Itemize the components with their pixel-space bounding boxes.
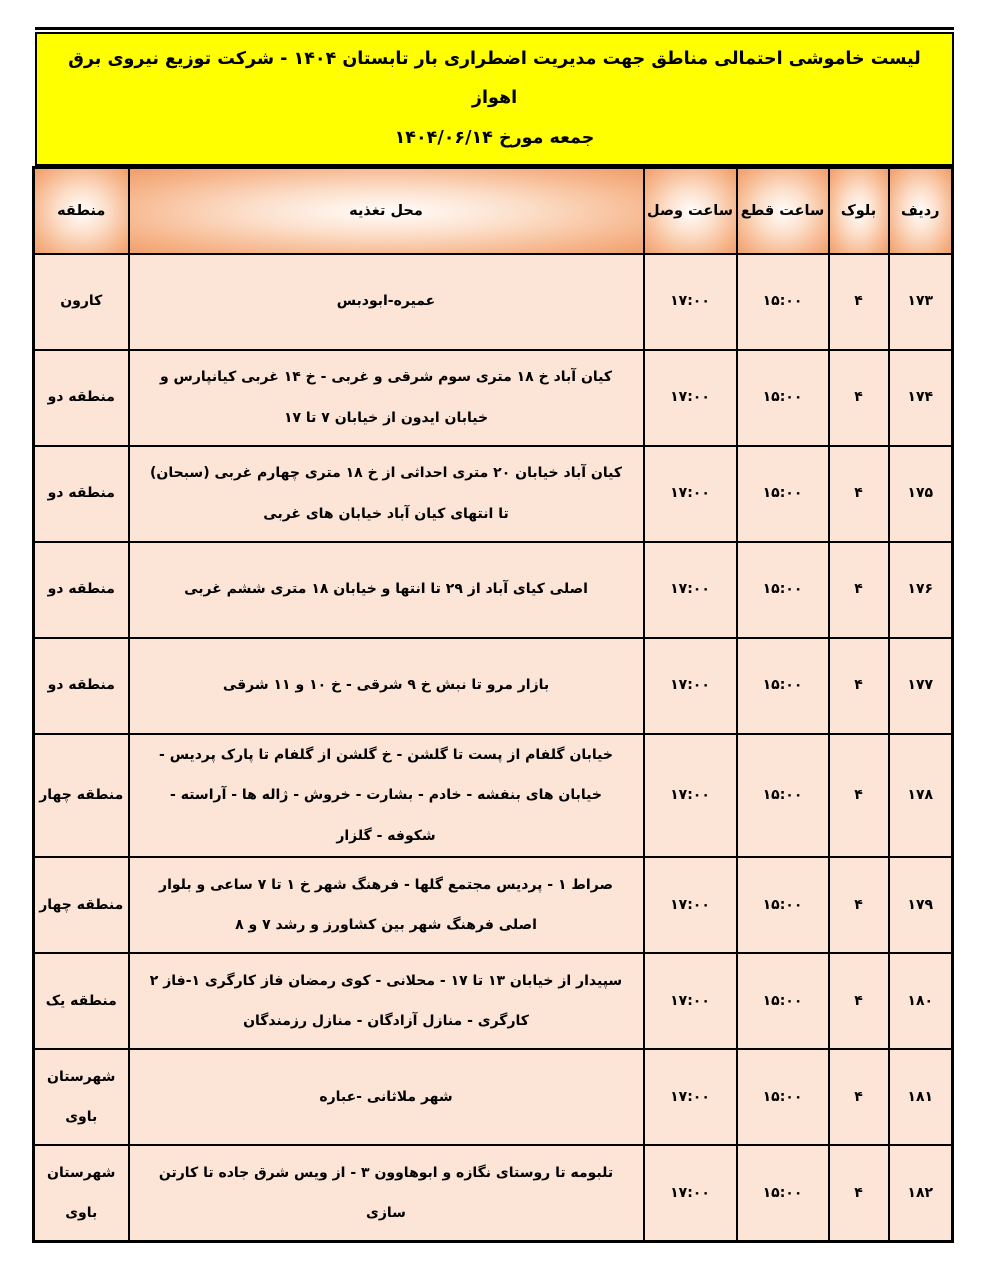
cell-region: شهرستان باوی xyxy=(34,1049,129,1145)
cell-row-number: ۱۷۸ xyxy=(889,734,953,858)
cell-region: منطقه دو xyxy=(34,638,129,734)
cell-block: ۴ xyxy=(829,254,889,350)
cell-region: شهرستان باوی xyxy=(34,1145,129,1241)
cell-reconnect-time: ۱۷:۰۰ xyxy=(644,857,737,953)
table-row xyxy=(34,350,953,446)
cell-row-number: ۱۸۰ xyxy=(889,953,953,1049)
cell-row-number: ۱۷۷ xyxy=(889,638,953,734)
col-header-cut-time: ساعت قطع xyxy=(737,168,829,254)
cell-cut-time: ۱۵:۰۰ xyxy=(737,350,829,446)
cell-feeding-location: تلبومه تا روستای نگازه و ابوهاوون ۳ - از ویس شرق جاده تا کارتن سازی xyxy=(129,1145,644,1241)
cell-reconnect-time: ۱۷:۰۰ xyxy=(644,350,737,446)
cell-reconnect-time: ۱۷:۰۰ xyxy=(644,1049,737,1145)
table-row xyxy=(34,1145,953,1241)
cell-cut-time: ۱۵:۰۰ xyxy=(737,1049,829,1145)
cell-block: ۴ xyxy=(829,542,889,638)
cell-block: ۴ xyxy=(829,857,889,953)
col-header-row-number: ردیف xyxy=(889,168,953,254)
cell-region: منطقه یک xyxy=(34,953,129,1049)
cell-reconnect-time: ۱۷:۰۰ xyxy=(644,638,737,734)
cell-block: ۴ xyxy=(829,953,889,1049)
title-line-2: جمعه مورخ ۱۴۰۴/۰۶/۱۴ xyxy=(394,127,595,148)
table-row xyxy=(34,857,953,953)
col-header-feeding-location: محل تغذیه xyxy=(129,168,644,254)
col-header-reconnect-time: ساعت وصل xyxy=(644,168,737,254)
cell-reconnect-time: ۱۷:۰۰ xyxy=(644,1145,737,1241)
outage-schedule-table xyxy=(32,166,954,1243)
table-row xyxy=(34,638,953,734)
cell-cut-time: ۱۵:۰۰ xyxy=(737,446,829,542)
cell-row-number: ۱۷۵ xyxy=(889,446,953,542)
cell-feeding-location: کیان آباد خ ۱۸ متری سوم شرقی و غربی - خ ۱۴ غربی کیانپارس و خیابان ایدون از خیابان ۷ تا ۱۷ xyxy=(129,350,644,446)
cell-cut-time: ۱۵:۰۰ xyxy=(737,953,829,1049)
cell-reconnect-time: ۱۷:۰۰ xyxy=(644,446,737,542)
title-line-1: لیست خاموشی احتمالی مناطق جهت مدیریت اضطراری بار تابستان ۱۴۰۴ - شرکت توزیع نیروی برق اهواز xyxy=(68,49,921,109)
cell-reconnect-time: ۱۷:۰۰ xyxy=(644,734,737,858)
cell-feeding-location: اصلی کیای آباد از ۲۹ تا انتها و خیابان ۱۸ متری ششم غربی xyxy=(129,542,644,638)
cell-block: ۴ xyxy=(829,446,889,542)
cell-region: منطقه چهار xyxy=(34,857,129,953)
cell-cut-time: ۱۵:۰۰ xyxy=(737,254,829,350)
cell-region: منطقه دو xyxy=(34,542,129,638)
cell-reconnect-time: ۱۷:۰۰ xyxy=(644,953,737,1049)
document-title-banner xyxy=(35,32,954,166)
cell-feeding-location: عمیره-ابودبس xyxy=(129,254,644,350)
table-row xyxy=(34,542,953,638)
cell-row-number: ۱۷۳ xyxy=(889,254,953,350)
col-header-region: منطقه xyxy=(34,168,129,254)
cell-row-number: ۱۷۶ xyxy=(889,542,953,638)
cell-cut-time: ۱۵:۰۰ xyxy=(737,857,829,953)
cell-row-number: ۱۷۴ xyxy=(889,350,953,446)
table-row xyxy=(34,254,953,350)
cell-row-number: ۱۷۹ xyxy=(889,857,953,953)
cell-feeding-location: کیان آباد خیابان ۲۰ متری احداثی از خ ۱۸ متری چهارم غربی (سبحان) تا انتهای کیان آباد خیابان های غربی xyxy=(129,446,644,542)
cell-reconnect-time: ۱۷:۰۰ xyxy=(644,542,737,638)
cell-block: ۴ xyxy=(829,350,889,446)
cell-feeding-location: بازار مرو تا نبش خ ۹ شرقی - خ ۱۰ و ۱۱ شرقی xyxy=(129,638,644,734)
cell-block: ۴ xyxy=(829,1145,889,1241)
cell-block: ۴ xyxy=(829,1049,889,1145)
cell-feeding-location: صراط ۱ - پردیس مجتمع گلها - فرهنگ شهر خ ۱ تا ۷ ساعی و بلوار اصلی فرهنگ شهر بین کشاورز و رشد ۷ و ۸ xyxy=(129,857,644,953)
cell-reconnect-time: ۱۷:۰۰ xyxy=(644,254,737,350)
table-row xyxy=(34,1049,953,1145)
cell-region: منطقه چهار xyxy=(34,734,129,858)
cell-row-number: ۱۸۲ xyxy=(889,1145,953,1241)
cell-block: ۴ xyxy=(829,638,889,734)
table-header-row xyxy=(34,168,953,254)
cell-feeding-location: شهر ملاثانی -عباره xyxy=(129,1049,644,1145)
col-header-block: بلوک xyxy=(829,168,889,254)
cell-feeding-location: خیابان گلفام از پست تا گلشن - خ گلشن از گلفام تا پارک پردیس - خیابان های بنفشه - خادم - بشارت - خروش - ژاله ها - آراسته - شکوفه - گلزار xyxy=(129,734,644,858)
cell-block: ۴ xyxy=(829,734,889,858)
cell-cut-time: ۱۵:۰۰ xyxy=(737,734,829,858)
cell-cut-time: ۱۵:۰۰ xyxy=(737,638,829,734)
cell-region: کارون xyxy=(34,254,129,350)
cell-region: منطقه دو xyxy=(34,446,129,542)
cell-row-number: ۱۸۱ xyxy=(889,1049,953,1145)
cell-region: منطقه دو xyxy=(34,350,129,446)
cell-cut-time: ۱۵:۰۰ xyxy=(737,1145,829,1241)
cell-feeding-location: سپیدار از خیابان ۱۳ تا ۱۷ - محلانی - کوی رمضان فاز کارگری ۱-فاز ۲ کارگری - منازل آزادگان - منازل رزمندگان xyxy=(129,953,644,1049)
table-row xyxy=(34,953,953,1049)
table-row xyxy=(34,446,953,542)
top-divider-line xyxy=(35,27,954,30)
cell-cut-time: ۱۵:۰۰ xyxy=(737,542,829,638)
table-row xyxy=(34,734,953,858)
